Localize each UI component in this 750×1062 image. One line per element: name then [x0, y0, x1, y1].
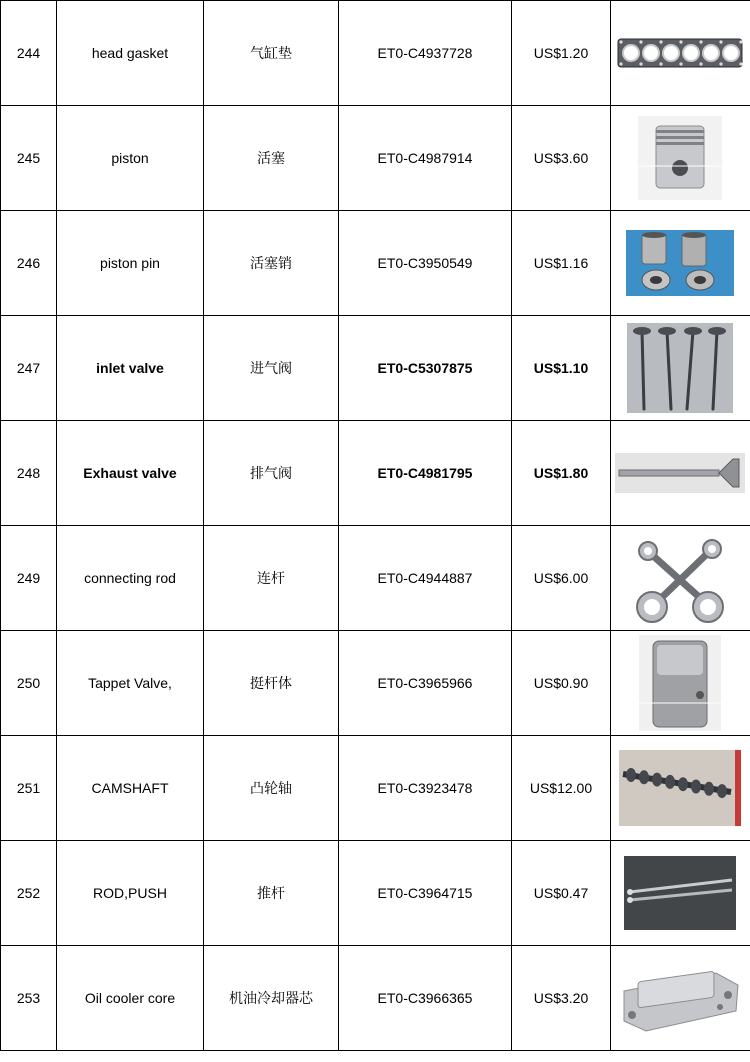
part-photo [611, 316, 750, 421]
part-code: ET0-C5307875 [339, 316, 512, 421]
part-name-en: piston pin [57, 211, 204, 316]
part-price: US$1.20 [512, 1, 611, 106]
camshaft-image [611, 736, 749, 840]
item-number: 248 [1, 421, 57, 526]
item-number: 251 [1, 736, 57, 841]
part-code: ET0-C3950549 [339, 211, 512, 316]
part-photo [611, 106, 750, 211]
part-price: US$0.90 [512, 631, 611, 736]
item-number: 253 [1, 946, 57, 1051]
part-code: ET0-C4937728 [339, 1, 512, 106]
part-photo [611, 946, 750, 1051]
part-code: ET0-C3965966 [339, 631, 512, 736]
part-price: US$1.80 [512, 421, 611, 526]
piston-image [611, 106, 749, 210]
part-price: US$1.16 [512, 211, 611, 316]
table-row [1, 211, 750, 316]
oil-cooler-core-image [611, 946, 749, 1050]
part-code: ET0-C3964715 [339, 841, 512, 946]
part-photo [611, 841, 750, 946]
part-photo [611, 526, 750, 631]
push-rod-image [611, 841, 749, 945]
part-price: US$3.60 [512, 106, 611, 211]
part-code: ET0-C4944887 [339, 526, 512, 631]
part-photo [611, 421, 750, 526]
table-row [1, 946, 750, 1051]
part-name-cn: 机油冷却器芯 [204, 946, 339, 1051]
item-number: 252 [1, 841, 57, 946]
part-code: ET0-C3923478 [339, 736, 512, 841]
part-price: US$12.00 [512, 736, 611, 841]
part-name-en: CAMSHAFT [57, 736, 204, 841]
part-name-cn: 活塞销 [204, 211, 339, 316]
item-number: 246 [1, 211, 57, 316]
part-name-en: Tappet Valve, [57, 631, 204, 736]
part-name-en: piston [57, 106, 204, 211]
part-name-cn: 气缸垫 [204, 1, 339, 106]
part-name-en: inlet valve [57, 316, 204, 421]
part-code: ET0-C4981795 [339, 421, 512, 526]
item-number: 244 [1, 1, 57, 106]
part-name-en: connecting rod [57, 526, 204, 631]
piston-pin-image [611, 211, 749, 315]
table-row [1, 526, 750, 631]
part-name-en: ROD,PUSH [57, 841, 204, 946]
part-photo [611, 631, 750, 736]
part-name-cn: 排气阀 [204, 421, 339, 526]
part-name-cn: 推杆 [204, 841, 339, 946]
part-photo [611, 736, 750, 841]
item-number: 245 [1, 106, 57, 211]
part-code: ET0-C3966365 [339, 946, 512, 1051]
part-name-cn: 连杆 [204, 526, 339, 631]
part-price: US$3.20 [512, 946, 611, 1051]
table-row [1, 1, 750, 106]
table-row [1, 736, 750, 841]
part-price: US$1.10 [512, 316, 611, 421]
head-gasket-image [611, 1, 749, 105]
item-number: 250 [1, 631, 57, 736]
part-photo [611, 1, 750, 106]
part-name-en: head gasket [57, 1, 204, 106]
part-code: ET0-C4987914 [339, 106, 512, 211]
part-price: US$6.00 [512, 526, 611, 631]
tappet-image [611, 631, 749, 735]
part-photo [611, 211, 750, 316]
connecting-rod-image [611, 526, 749, 630]
part-name-en: Oil cooler core [57, 946, 204, 1051]
table-row [1, 421, 750, 526]
inlet-valve-image [611, 316, 749, 420]
table-row [1, 316, 750, 421]
part-price: US$0.47 [512, 841, 611, 946]
exhaust-valve-image [611, 421, 749, 525]
part-name-cn: 进气阀 [204, 316, 339, 421]
part-name-en: Exhaust valve [57, 421, 204, 526]
table-row [1, 106, 750, 211]
table-row [1, 631, 750, 736]
part-name-cn: 挺杆体 [204, 631, 339, 736]
part-name-cn: 凸轮轴 [204, 736, 339, 841]
table-row [1, 841, 750, 946]
part-name-cn: 活塞 [204, 106, 339, 211]
item-number: 249 [1, 526, 57, 631]
item-number: 247 [1, 316, 57, 421]
